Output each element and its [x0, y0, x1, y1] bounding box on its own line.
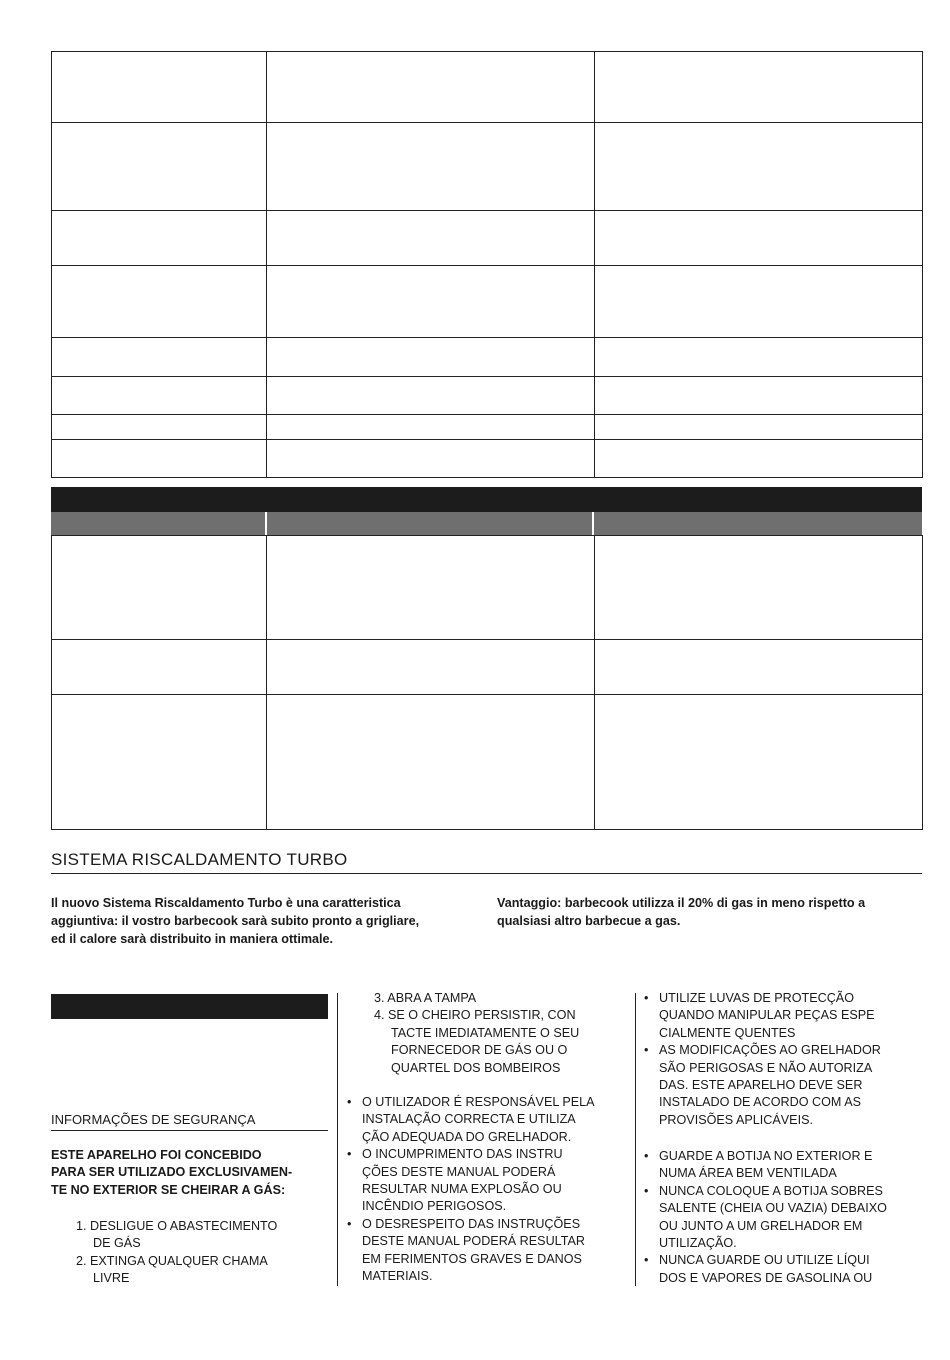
list-item-continued: DOS E VAPORES DE GASOLINA OU	[659, 1270, 873, 1285]
troubleshooting-table-top	[51, 51, 923, 478]
list-item-continued: DAS. ESTE APARELHO DEVE SER	[659, 1078, 863, 1093]
intro-paragraph	[51, 894, 481, 948]
bullet-icon: •	[644, 1149, 649, 1163]
list-item-continued: FORNECEDOR DE GÁS OU O	[391, 1043, 568, 1058]
bullet-icon: •	[644, 991, 649, 1005]
safety-title-bar	[51, 994, 328, 1019]
text-line: Vantaggio: barbecook utilizza il 20% di gas in meno rispetto a	[497, 896, 866, 910]
table-row	[52, 123, 923, 211]
bullet-icon: •	[347, 1216, 352, 1231]
list-item-continued: QUANDO MANIPULAR PEÇAS ESPE	[659, 1008, 875, 1023]
table-header-row	[51, 512, 922, 535]
list-item: UTILIZE LUVAS DE PROTECÇÃO	[659, 991, 855, 1005]
list-item-continued: RESULTAR NUMA EXPLOSÃO OU	[362, 1182, 562, 1197]
list-item-continued: PROVISÕES APLICÁVEIS.	[659, 1112, 813, 1127]
table-row	[52, 211, 923, 266]
list-item-continued: SALENTE (CHEIA OU VAZIA) DEBAIXO	[659, 1201, 887, 1216]
table-row	[52, 440, 923, 478]
text-line: qualsiasi altro barbecue a gas.	[497, 914, 681, 928]
text-line: ed il calore sarà distribuito in maniera ottimale.	[51, 932, 334, 946]
list-item: GUARDE A BOTIJA NO EXTERIOR E	[659, 1149, 873, 1163]
table-body	[51, 535, 923, 830]
list-item: 3. ABRA A TAMPA	[374, 991, 477, 1005]
header-cell	[594, 512, 922, 535]
troubleshooting-table-bottom	[51, 487, 922, 830]
bullet-icon: •	[644, 1253, 649, 1268]
list-item: AS MODIFICAÇÕES AO GRELHADOR	[659, 1043, 881, 1058]
list-item-continued: OU JUNTO A UM GRELHADOR EM	[659, 1218, 863, 1233]
list-item-continued: UTILIZAÇÃO.	[659, 1236, 737, 1251]
bullet-list	[347, 1094, 595, 1285]
list-item: O DESRESPEITO DAS INSTRUÇÕES	[362, 1216, 581, 1231]
section-title: SISTEMA RISCALDAMENTO TURBO	[51, 850, 922, 874]
safety-heading: INFORMAÇÕES DE SEGURANÇA	[51, 1112, 328, 1131]
list-item-continued: INCÊNDIO PERIGOSOS.	[362, 1199, 507, 1214]
list-item-continued: DESTE MANUAL PODERÁ RESULTAR	[362, 1234, 585, 1249]
list-item-continued: ÇÕES DESTE MANUAL PODERÁ	[362, 1164, 556, 1179]
bullet-list	[644, 1148, 887, 1287]
list-item-continued: QUARTEL DOS BOMBEIROS	[391, 1060, 561, 1075]
list-item: 1. DESLIGUE O ABASTECIMENTO	[76, 1219, 278, 1233]
text-line: TE NO EXTERIOR SE CHEIRAR A GÁS:	[51, 1182, 286, 1197]
list-item-continued: INSTALAÇÃO CORRECTA E UTILIZA	[362, 1112, 576, 1127]
table-row	[52, 415, 923, 440]
table-row	[52, 266, 923, 338]
list-item-continued: NUMA ÁREA BEM VENTILADA	[659, 1166, 837, 1181]
text-line: PARA SER UTILIZADO EXCLUSIVAMEN-	[51, 1165, 293, 1180]
header-cell	[51, 512, 267, 535]
column-divider	[337, 993, 338, 1286]
list-item: 4. SE O CHEIRO PERSISTIR, CON	[374, 1008, 576, 1023]
steps-list	[76, 1218, 277, 1288]
table-row	[52, 640, 923, 695]
table-row	[52, 52, 923, 123]
list-item: NUNCA COLOQUE A BOTIJA SOBRES	[659, 1183, 883, 1198]
list-item-continued: CIALMENTE QUENTES	[659, 1025, 796, 1040]
steps-list-continued	[374, 990, 579, 1077]
table-title-bar	[51, 487, 922, 512]
list-item-continued: ÇÃO ADEQUADA DO GRELHADOR.	[362, 1129, 572, 1144]
table-row	[52, 695, 923, 830]
list-item-continued: MATERIAIS.	[362, 1269, 433, 1284]
gas-smell-warning	[51, 1147, 292, 1199]
text-line: Il nuovo Sistema Riscaldamento Turbo è una caratteristica	[51, 896, 401, 910]
bullet-icon: •	[347, 1147, 352, 1162]
list-item: NUNCA GUARDE OU UTILIZE LÍQUI	[659, 1253, 870, 1268]
table-row	[52, 338, 923, 377]
list-item-continued: DE GÁS	[93, 1236, 141, 1251]
bullet-list	[644, 990, 881, 1129]
list-item-continued: INSTALADO DE ACORDO COM AS	[659, 1095, 862, 1110]
header-cell	[267, 512, 594, 535]
bullet-icon: •	[644, 1043, 649, 1058]
list-item-continued: LIVRE	[93, 1271, 130, 1286]
bullet-icon: •	[644, 1183, 649, 1198]
table-row	[52, 377, 923, 415]
table-row	[52, 536, 923, 640]
column-divider	[635, 993, 636, 1286]
list-item-continued: TACTE IMEDIATAMENTE O SEU	[391, 1025, 580, 1040]
list-item: O UTILIZADOR É RESPONSÁVEL PELA	[362, 1095, 595, 1109]
bullet-icon: •	[347, 1095, 352, 1109]
list-item-continued: SÃO PERIGOSAS E NÃO AUTORIZA	[659, 1060, 873, 1075]
list-item-continued: EM FERIMENTOS GRAVES E DANOS	[362, 1251, 582, 1266]
list-item: O INCUMPRIMENTO DAS INSTRU	[362, 1147, 563, 1162]
list-item: 2. EXTINGA QUALQUER CHAMA	[76, 1253, 268, 1268]
text-line: ESTE APARELHO FOI CONCEBIDO	[51, 1148, 262, 1162]
advantage-paragraph	[497, 894, 927, 930]
text-line: aggiuntiva: il vostro barbecook sarà subito pronto a grigliare,	[51, 914, 420, 928]
